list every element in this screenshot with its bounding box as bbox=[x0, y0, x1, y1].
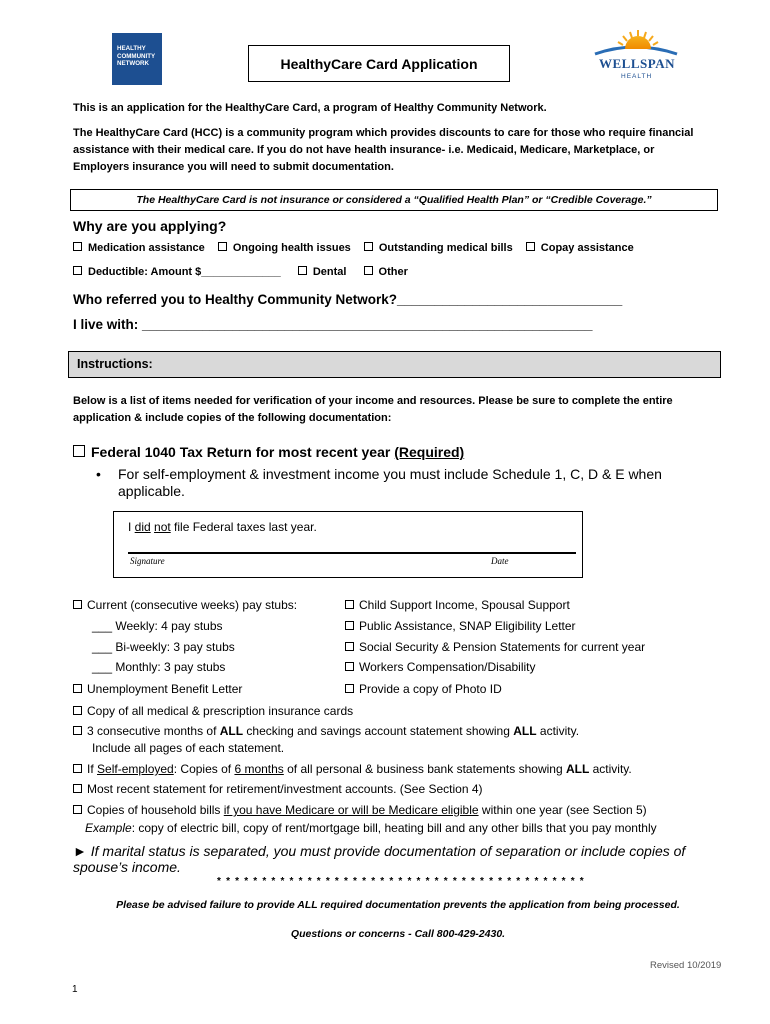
workers-comp-item[interactable] bbox=[345, 660, 536, 674]
pay-stubs-item[interactable] bbox=[73, 598, 297, 612]
checkbox[interactable] bbox=[218, 242, 227, 251]
item-label: Unemployment Benefit Letter bbox=[87, 682, 243, 696]
checkbox[interactable] bbox=[73, 706, 82, 715]
bullet-text: For self-employment & investment income you must include Schedule 1, C, D & E when applicable. bbox=[118, 466, 662, 499]
federal-label: Federal 1040 Tax Return for most recent year bbox=[91, 444, 395, 460]
unemployment-item[interactable] bbox=[73, 682, 242, 696]
self-employed-item[interactable]: If Self-employed: Copies of 6 months of all personal & business bank statements showing ALL activity. bbox=[73, 762, 632, 776]
page-title bbox=[248, 45, 510, 82]
item-label: Provide a copy of Photo ID bbox=[359, 682, 502, 696]
option-ongoing[interactable] bbox=[218, 242, 351, 254]
checkbox[interactable] bbox=[73, 805, 82, 814]
page-number: 1 bbox=[72, 984, 78, 995]
public-assistance-item[interactable] bbox=[345, 619, 576, 633]
logo-line: HEALTHY bbox=[117, 45, 146, 52]
instructions-heading: Instructions: bbox=[68, 351, 721, 378]
retirement-item[interactable] bbox=[73, 782, 483, 796]
biweekly-item[interactable]: ___ Bi-weekly: 3 pay stubs bbox=[92, 640, 235, 654]
insurance-disclaimer bbox=[70, 189, 718, 211]
option-label: Copay assistance bbox=[540, 242, 634, 254]
example-text: Example: copy of electric bill, copy of rent/mortgage bill, heating bill and any other bills that you pay monthly bbox=[85, 821, 657, 835]
checkbox[interactable] bbox=[298, 266, 307, 275]
wellspan-health-logo bbox=[585, 28, 685, 84]
item-label: Child Support Income, Spousal Support bbox=[359, 598, 570, 612]
why-applying-heading: Why are you applying? bbox=[73, 218, 227, 234]
date-label: Date bbox=[491, 556, 509, 566]
option-dental[interactable] bbox=[298, 266, 347, 278]
item-label: Workers Compensation/Disability bbox=[359, 660, 536, 674]
checkbox[interactable] bbox=[73, 684, 82, 693]
checkbox[interactable] bbox=[345, 662, 354, 671]
checkbox[interactable] bbox=[73, 242, 82, 251]
checkbox[interactable] bbox=[345, 621, 354, 630]
warning-text: Please be advised failure to provide ALL required documentation prevents the application from being processed. bbox=[116, 899, 680, 911]
no-tax-statement: I did not file Federal taxes last year. bbox=[128, 520, 317, 534]
required-label: (Required) bbox=[394, 444, 465, 460]
contact-text: Questions or concerns - Call 800-429-2430. bbox=[290, 928, 506, 940]
checkbox[interactable] bbox=[73, 600, 82, 609]
item-label: Most recent statement for retirement/investment accounts. (See Section 4) bbox=[87, 782, 483, 796]
title-text: HealthyCare Card Application bbox=[280, 55, 478, 72]
referred-by-field[interactable]: Who referred you to Healthy Community Network?______________________________ bbox=[73, 292, 623, 307]
weekly-item[interactable]: ___ Weekly: 4 pay stubs bbox=[92, 619, 223, 633]
checkbox[interactable] bbox=[364, 266, 373, 275]
checkbox[interactable] bbox=[73, 266, 82, 275]
marital-status-note bbox=[73, 843, 713, 875]
social-security-item[interactable] bbox=[345, 640, 645, 654]
option-other[interactable] bbox=[364, 266, 408, 278]
child-support-item[interactable] bbox=[345, 598, 570, 612]
reason-row bbox=[73, 242, 644, 254]
live-with-field[interactable]: I live with: ____________________________________________________________ bbox=[73, 317, 593, 332]
option-label: Outstanding medical bills bbox=[378, 242, 513, 254]
option-deductible[interactable] bbox=[73, 266, 281, 278]
item-label: Current (consecutive weeks) pay stubs: bbox=[87, 598, 298, 612]
star-divider: * * * * * * * * * * * * * * * * * * * * * * * * * * * * * * * * * * * * * * * * * bbox=[217, 876, 585, 887]
disclaimer-text: The HealthyCare Card is not insurance or considered a “Qualified Health Plan” or “Credible Coverage.” bbox=[136, 194, 652, 206]
checkbox[interactable] bbox=[73, 445, 85, 457]
photo-id-item[interactable] bbox=[345, 682, 502, 696]
checkbox[interactable] bbox=[526, 242, 535, 251]
arrow-icon: ► bbox=[73, 843, 87, 859]
checkbox[interactable] bbox=[73, 764, 82, 773]
checkbox[interactable] bbox=[73, 784, 82, 793]
option-label: Other bbox=[378, 266, 408, 278]
item-label: Copy of all medical & prescription insurance cards bbox=[87, 704, 354, 718]
item-label: Social Security & Pension Statements for current year bbox=[359, 640, 646, 654]
intro-paragraph: The HealthyCare Card (HCC) is a community program which provides discounts to care for those who require financial assistance with their medical care. If you do not have health insurance- i.e. Medicaid, Medicare, Marketplace, or Employers insurance you will need to submit documentation. bbox=[73, 127, 694, 173]
federal-tax-item[interactable] bbox=[73, 444, 464, 460]
option-label: Medication assistance bbox=[88, 242, 205, 254]
signature-label: Signature bbox=[130, 556, 165, 566]
healthy-community-network-logo bbox=[112, 33, 162, 85]
option-copay[interactable] bbox=[526, 242, 634, 254]
wellspan-name: WELLSPAN bbox=[599, 56, 675, 71]
checking-sub: Include all pages of each statement. bbox=[92, 741, 285, 755]
checkbox[interactable] bbox=[345, 642, 354, 651]
logo-line: COMMUNITY bbox=[117, 52, 156, 60]
checking-savings-item[interactable]: 3 consecutive months of ALL checking and savings account statement showing ALL activity. bbox=[73, 724, 579, 738]
option-label: Deductible: Amount $_____________ bbox=[88, 266, 281, 278]
medical-cards-item[interactable] bbox=[73, 704, 353, 718]
option-label: Ongoing health issues bbox=[232, 242, 351, 254]
wellspan-sub: HEALTH bbox=[621, 73, 653, 80]
intro-line: This is an application for the HealthyCare Card, a program of Healthy Community Network. bbox=[73, 102, 547, 114]
checkbox[interactable] bbox=[345, 600, 354, 609]
option-outstanding-bills[interactable] bbox=[364, 242, 513, 254]
reason-row bbox=[73, 266, 418, 278]
instructions-text: Below is a list of items needed for verification of your income and resources. Please be sure to complete the entire application & include copies of the following documentation: bbox=[73, 395, 673, 424]
item-label: Public Assistance, SNAP Eligibility Letter bbox=[359, 619, 576, 633]
monthly-item[interactable]: ___ Monthly: 3 pay stubs bbox=[92, 660, 226, 674]
checkbox[interactable] bbox=[73, 726, 82, 735]
checkbox[interactable] bbox=[364, 242, 373, 251]
federal-bullet: • For self-employment & investment income you must include Schedule 1, C, D & E when applicable. bbox=[96, 466, 676, 500]
option-medication[interactable] bbox=[73, 242, 205, 254]
marital-text: If marital status is separated, you must provide documentation of separation or include copies of spouse’s income. bbox=[73, 843, 686, 875]
household-bills-item[interactable]: Copies of household bills if you have Medicare or will be Medicare eligible within one year (see Section 5) bbox=[73, 803, 647, 817]
option-label: Dental bbox=[312, 266, 347, 278]
signature-line[interactable] bbox=[128, 552, 576, 554]
logo-line: NETWORK bbox=[117, 60, 149, 67]
revision-date: Revised 10/2019 bbox=[650, 960, 722, 971]
checkbox[interactable] bbox=[345, 684, 354, 693]
